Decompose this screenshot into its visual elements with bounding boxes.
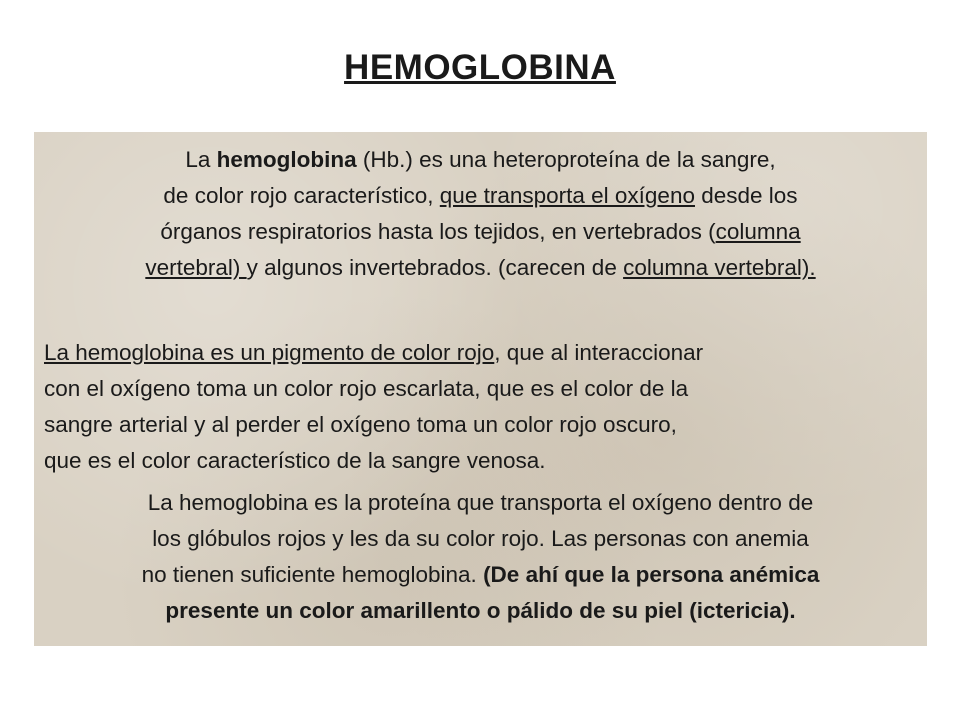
- underlined-text: columna vertebral).: [623, 255, 816, 280]
- text-run: , que al interaccionar: [494, 340, 704, 365]
- bold-text: (De ahí que la persona anémica: [483, 562, 820, 587]
- text-run: y algunos invertebrados. (carecen de: [246, 255, 624, 280]
- text-line: con el oxígeno toma un color rojo escarlata, que es el color de la: [44, 376, 689, 401]
- text-line: sangre arterial y al perder el oxígeno toma un color rojo oscuro,: [44, 412, 677, 437]
- text-line: [34, 250, 927, 286]
- bold-term: hemoglobina: [216, 147, 357, 172]
- text-line: [34, 142, 927, 178]
- text-run: desde los: [694, 183, 798, 208]
- underlined-text: La hemoglobina es un pigmento de color rojo: [44, 340, 495, 365]
- page-title: HEMOGLOBINA: [344, 48, 616, 87]
- text-line: [34, 178, 927, 214]
- underlined-text: columna: [715, 219, 801, 244]
- paragraph-definition: [34, 142, 927, 286]
- paragraph-pigment: [34, 335, 927, 479]
- text-line: [34, 214, 927, 250]
- text-run: (Hb.) es una heteroproteína de la sangre,: [356, 147, 776, 172]
- text-run: de color rojo característico,: [163, 183, 440, 208]
- text-run: órganos respiratorios hasta los tejidos, en vertebrados (: [160, 219, 716, 244]
- text-run: no tienen suficiente hemoglobina.: [141, 562, 484, 587]
- paragraph-anemia: [34, 485, 927, 629]
- text-line: La hemoglobina es la proteína que transporta el oxígeno dentro de: [147, 490, 814, 515]
- text-line: presente un color amarillento o pálido de su piel (ictericia).: [165, 598, 796, 623]
- text-line: los glóbulos rojos y les da su color rojo. Las personas con anemia: [152, 526, 809, 551]
- text-run: La: [185, 147, 217, 172]
- text-line: [34, 557, 927, 593]
- text-line: que es el color característico de la sangre venosa.: [44, 448, 546, 473]
- underlined-text: que transporta el oxígeno: [439, 183, 695, 208]
- content-panel: [34, 132, 927, 646]
- text-line: [34, 335, 927, 371]
- underlined-text: vertebral): [145, 255, 247, 280]
